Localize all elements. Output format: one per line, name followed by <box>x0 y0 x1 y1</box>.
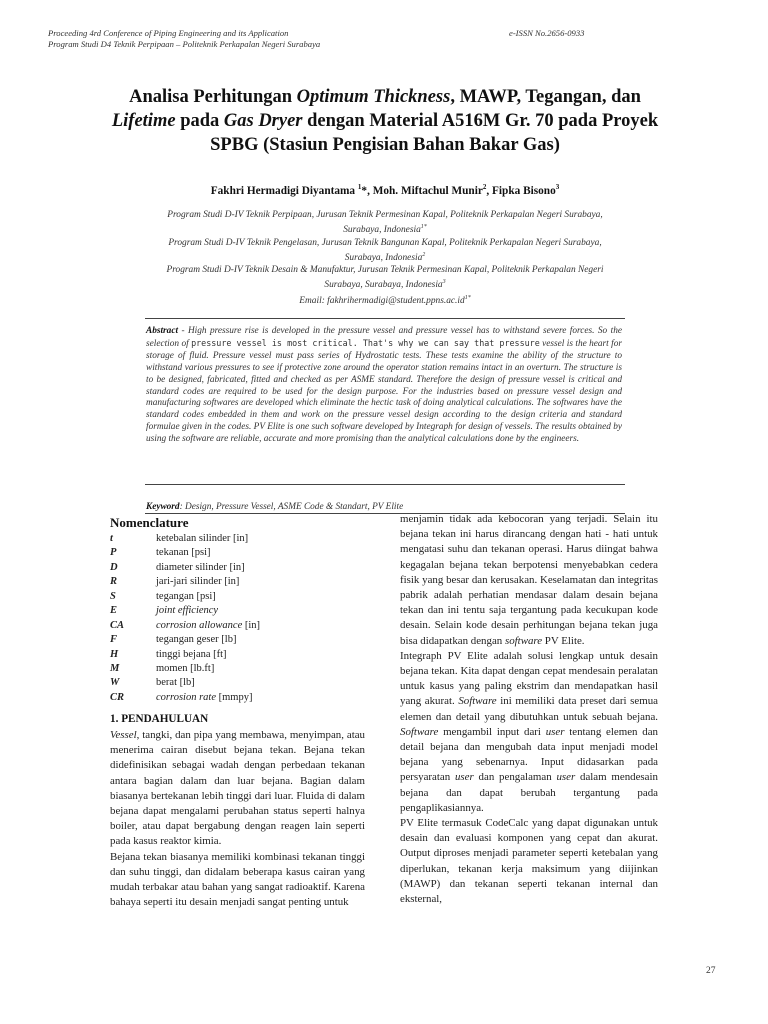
nomenclature-row: CR corrosion rate [mmpy] <box>110 691 253 703</box>
author-email: Email: $fakhrihermadigi@student.ppns.ac.id^{1*}$ <box>299 294 471 306</box>
nomenclature-title: Nomenclature <box>110 515 189 530</box>
nomenclature-row: t ketebalan silinder [in] <box>110 533 249 544</box>
paragraph: Vessel, tangki, dan pipa yang membawa, menyimpan, atau menerima cairan disebut bejana tekan. Bejana tekan didefinisikan sebagai wadah dengan perbedaan tekanan antara bagian dalam dan luar bejana. Bagian dalam biasanya bertekanan lebih tinggi dari luar. Fluida di dalam bejana dapat mengalami perubahan status seperti halnya boiler, atau dapat bergabung dengan reagen lain seperti pada kasus reaktor kimia. <box>110 729 365 848</box>
right-column-text <box>400 512 658 907</box>
nomenclature-row: S tegangan [psi] <box>110 590 216 602</box>
nomenclature-row: P tekanan [psi] <box>110 547 211 559</box>
nomenclature-row: CA corrosion allowance [in] <box>110 619 261 631</box>
paragraph: Integraph PV Elite adalah solusi lengkap untuk desain bejana tekan. Kita dapat dengan cepat mendesain peralatan untuk kasus yang paling ekstrim dan mendapatkan hasil yang akurat. Software ini memiliki data preset dari semua elemen dan detail yang dibutuhkan untuk sebuah bejana. Software mengambil input dari user tentang elemen dan detail bejana dan mengubah data input menjadi model bejana yang sebenarnya. Input didasarkan pada persyaratan user dan pengalaman user dalam mendesain bejana dan dapat berubah tergantung pada pengaplikasiannya. <box>400 649 658 814</box>
paragraph: menjamin tidak ada kebocoran yang terjadi. Selain itu bejana tekan ini harus dirancang dengan hati - hati untuk mengatasi suhu dan tekanan operasi. Harus diingat bahwa kegagalan bejana tekan berpotensi menyebabkan cedera fisik yang besar dan kerusakan. Keselamatan dan integritas pabrik adalah perhatian mendasar dalam desain bejana tekan dan ini tentu saja tergantung pada kecukupan kode desain. Selain kode desain perhitungan bejana tekan juga bisa didapatkan dengan software PV Elite. <box>400 513 658 647</box>
paper-title: Analisa Perhitungan Optimum Thickness, MAWP, Tegangan, dan Lifetime pada Gas Dryer dengan Material A516M Gr. 70 pada Proyek SPBG (Stasiun Pengisian Bahan Bakar Gas) <box>111 87 659 155</box>
author-list: Fakhri Hermadigi Diyantama $^1$*, Moh. Miftachul Munir$^2$, Fipka Bisono$^3$ <box>210 183 560 197</box>
affiliations: Program Studi D-IV Teknik Perpipaan, Jurusan Teknik Permesinan Kapal, Politeknik Perkapalan Negeri Surabaya, Surabaya, Indonesia$^{1*}$ Program Studi D-IV Teknik Pengelasan, Jurusan Teknik Bangunan Kapal, Politeknik Perkapalan Negeri Surabaya, Surabaya, Indonesia$^2$ Program Studi D-IV Teknik Desain & Manufaktur, Jurusan Teknik Permesinan Kapal, Politeknik Perkapalan Negeri Surabaya, Surabaya, Indonesia$^3$ Email: $fakhrihermadigi@student.ppns.ac.id^{1*}$ <box>100 209 670 307</box>
nomenclature-row: W berat [lb] <box>110 677 195 689</box>
nomenclature-row: F tegangan geser [lb] <box>110 634 237 646</box>
left-column-text <box>110 728 365 910</box>
header-issn: e-ISSN No.2656-0933 <box>509 28 585 38</box>
nomenclature-row: E joint efficiency <box>110 605 219 617</box>
page-number: 27 <box>706 966 716 976</box>
abstract-label: Abstract <box>146 326 179 336</box>
nomenclature-row: R jari-jari silinder [in] <box>110 576 240 588</box>
keywords: Keyword: Design, Pressure Vessel, ASME Code & Standart, PV Elite <box>146 502 404 512</box>
nomenclature-list <box>110 532 370 705</box>
paragraph: Bejana tekan biasanya memiliki kombinasi tekanan tinggi dan suhu tinggi, dan didalam beberapa kasus cairan yang mudah terbakar atau bahan yang sangat radioaktif. Karena bahaya seperti itu desain menjadi sangat penting untuk <box>110 850 365 909</box>
paragraph: PV Elite termasuk CodeCalc yang dapat digunakan untuk desain dan evaluasi komponen yang cepat dan akurat. Output diproses menjadi parameter seperti ketebalan yang diperlukan, tekanan kerja maksimum yang diijinkan (MAWP) dan tekanan seperti tekanan internal dan eksternal, <box>400 817 658 906</box>
section-heading: 1. PENDAHULUAN <box>110 713 209 725</box>
nomenclature-row: D diameter silinder [in] <box>110 561 245 573</box>
nomenclature-row: H tinggi bejana [ft] <box>110 648 227 660</box>
nomenclature-row: M momen [lb.ft] <box>110 662 215 674</box>
header-program-line: Program Studi D4 Teknik Perpipaan – Politeknik Perkapalan Negeri Surabaya <box>48 39 321 49</box>
abstract: Abstract - High pressure rise is developed in the pressure vessel and pressure vessel has to withstand severe forces. So the selection of pressure vessel is most critical. That's why we can say that pressure vessel is the heart for storage of fluid. Pressure vessel must pass series of Hydrostatic tests. These tests examine the ability of the structure to withstand various pressures to see if protective zone around the operator station remains intact in an overturn. The structure is to be designed, fabricated, fitted and checked as per ASME standard. Therefore the design of pressure vessel is critical and standard codes are required to be used for the design purpose. For the industries based on pressure vessel design and manufacturing softwares are developed which eliminate the hectic task of doing analytical calculations. The softwares have the standard codes embedded in them and work on the pressure vessel design according to the design criteria and standard formulae given in the codes. PV Elite is one such software developed by Integraph for design of vessels. The results obtained by using the software are reliable, accurate and more promising than the analytical calculations done by the engineers. <box>146 326 622 445</box>
header-proceeding-line: Proceeding 4rd Conference of Piping Engineering and its Application <box>48 28 289 38</box>
